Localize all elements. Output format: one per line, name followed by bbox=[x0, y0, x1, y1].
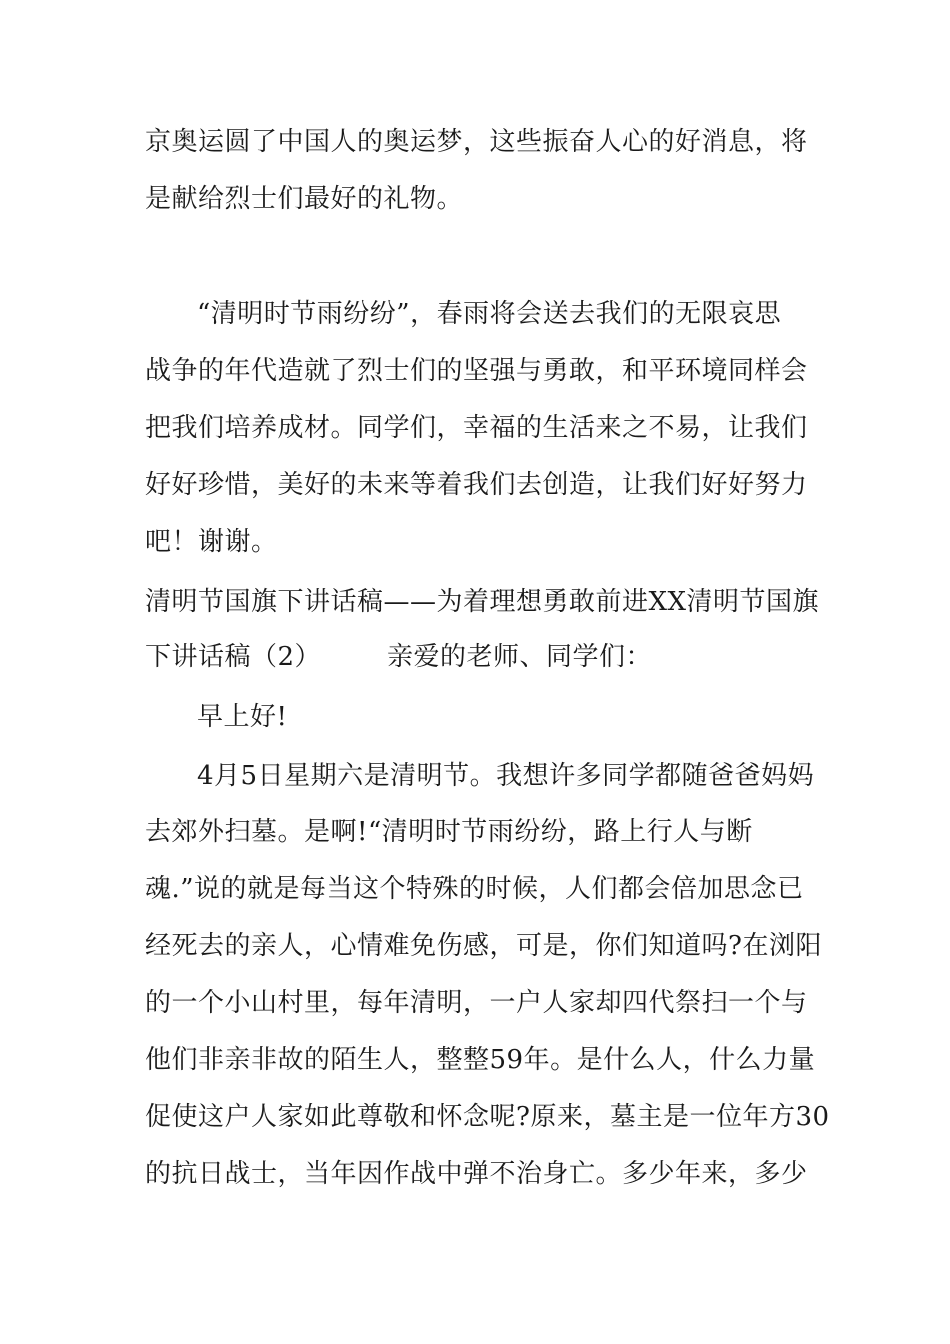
paragraph-1-line-1: 京奥运圆了中国人的奥运梦，这些振奋人心的好消息，将 bbox=[145, 127, 808, 157]
paragraph-2-line-2: 战争的年代造就了烈士们的坚强与勇敢，和平环境同样会 bbox=[145, 356, 808, 386]
paragraph-3-line-7: 促使这户人家如此尊敬和怀念呢?原来，墓主是一位年方30 bbox=[145, 1102, 830, 1132]
paragraph-3-line-1: 4月5日星期六是清明节。我想许多同学都随爸爸妈妈 bbox=[197, 761, 815, 791]
paragraph-3-line-3: 魂.”说的就是每当这个特殊的时候，人们都会倍加思念已 bbox=[145, 874, 804, 904]
paragraph-2-line-1: “清明时节雨纷纷”，春雨将会送去我们的无限哀思 bbox=[197, 299, 782, 329]
paragraph-3-line-8: 的抗日战士，当年因作战中弹不治身亡。多少年来，多少 bbox=[145, 1159, 808, 1189]
heading-title-tail: 下讲话稿（2） bbox=[145, 642, 322, 672]
heading-line-1: 清明节国旗下讲话稿——为着理想勇敢前进XX清明节国旗 bbox=[145, 587, 820, 617]
paragraph-2-line-4: 好好珍惜，美好的未来等着我们去创造，让我们好好努力 bbox=[145, 470, 808, 500]
paragraph-2-line-3: 把我们培养成材。同学们，幸福的生活来之不易，让我们 bbox=[145, 413, 808, 443]
paragraph-3-line-6: 他们非亲非故的陌生人，整整59年。是什么人，什么力量 bbox=[145, 1045, 816, 1075]
heading-line-2 bbox=[145, 641, 652, 673]
paragraph-2-line-5: 吧！谢谢。 bbox=[145, 527, 278, 557]
greeting: 早上好! bbox=[197, 702, 288, 732]
paragraph-3-line-5: 的一个小山村里，每年清明，一户人家却四代祭扫一个与 bbox=[145, 988, 808, 1018]
salutation: 亲爱的老师、同学们： bbox=[387, 642, 653, 672]
paragraph-3-line-2: 去郊外扫墓。是啊!“清明时节雨纷纷，路上行人与断 bbox=[145, 817, 753, 847]
paragraph-1-line-2: 是献给烈士们最好的礼物。 bbox=[145, 184, 464, 214]
paragraph-3-line-4: 经死去的亲人，心情难免伤感，可是，你们知道吗?在浏阳 bbox=[145, 931, 822, 961]
